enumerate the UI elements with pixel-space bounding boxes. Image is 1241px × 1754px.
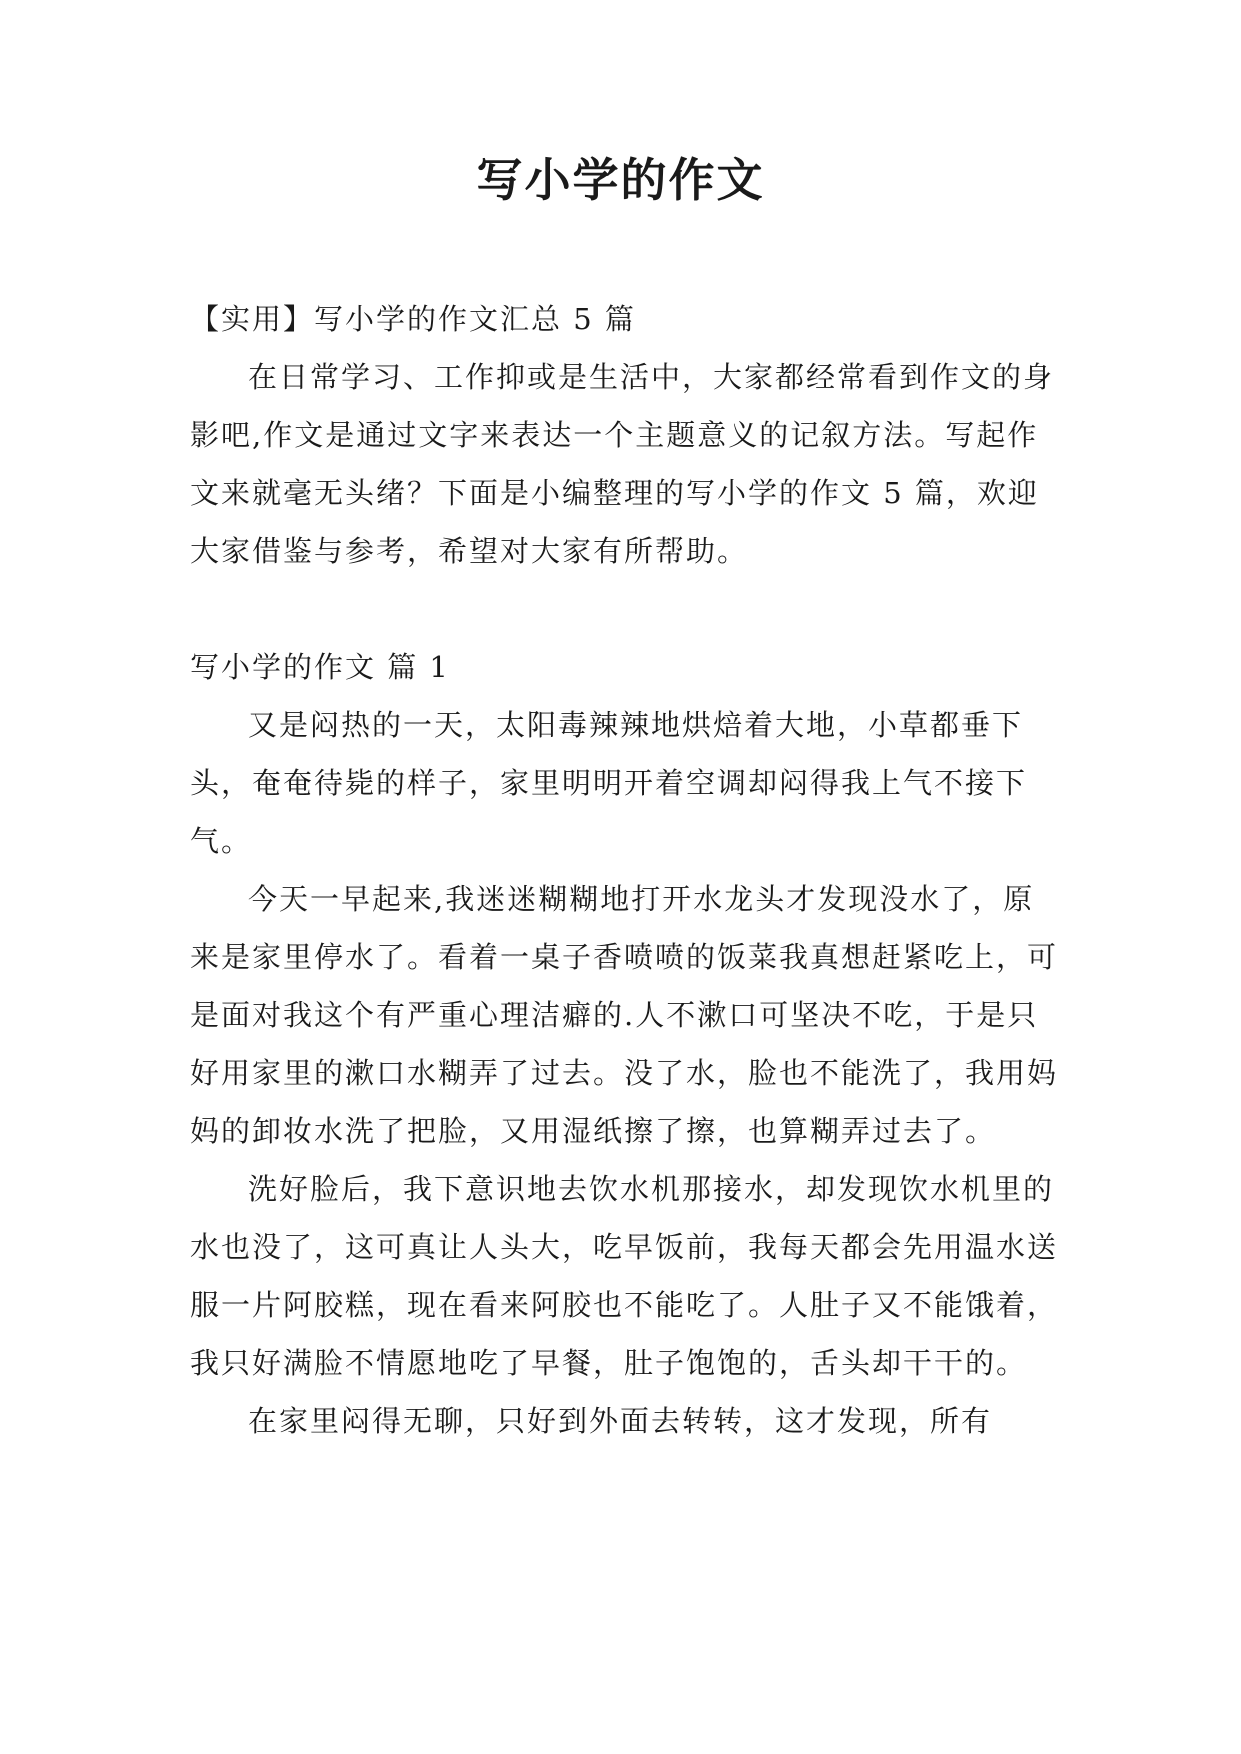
- document-title: 写小学的作文: [476, 153, 765, 207]
- body-paragraph: 又是闷热的一天，太阳毒辣辣地烘焙着大地，小草都垂下头，奄奄待毙的样子，家里明明开着空调却闷得我上气不接下气。: [190, 708, 1028, 858]
- intro-paragraph: 在日常学习、工作抑或是生活中，大家都经常看到作文的身影吧,作文是通过文字来表达一个主题意义的记叙方法。写起作文来就毫无头绪？下面是小编整理的写小学的作文 5 篇，欢迎大家借鉴与参考，希望对大家有所帮助。: [190, 360, 1055, 568]
- body-paragraph: 今天一早起来,我迷迷糊糊地打开水龙头才发现没水了，原来是家里停水了。看着一桌子香喷喷的饭菜我真想赶紧吃上，可是面对我这个有严重心理洁癖的.人不漱口可坚决不吃，于是只好用家里的漱口水糊弄了过去。没了水，脸也不能洗了，我用妈妈的卸妆水洗了把脸，又用湿纸擦了擦，也算糊弄过去了。: [190, 882, 1059, 1148]
- document-body: [190, 290, 1060, 1450]
- section-spacer: [190, 580, 1060, 638]
- section-heading: 写小学的作文 篇 1: [190, 650, 450, 684]
- document-subtitle: 【实用】写小学的作文汇总 5 篇: [190, 302, 636, 336]
- body-paragraph: 在家里闷得无聊，只好到外面去转转，这才发现，所有: [248, 1404, 993, 1438]
- body-paragraph: 洗好脸后，我下意识地去饮水机那接水，却发现饮水机里的水也没了，这可真让人头大，吃早饭前，我每天都会先用温水送服一片阿胶糕，现在看来阿胶也不能吃了。人肚子又不能饿着，我只好满脸不情愿地吃了早餐，肚子饱饱的，舌头却干干的。: [190, 1172, 1059, 1380]
